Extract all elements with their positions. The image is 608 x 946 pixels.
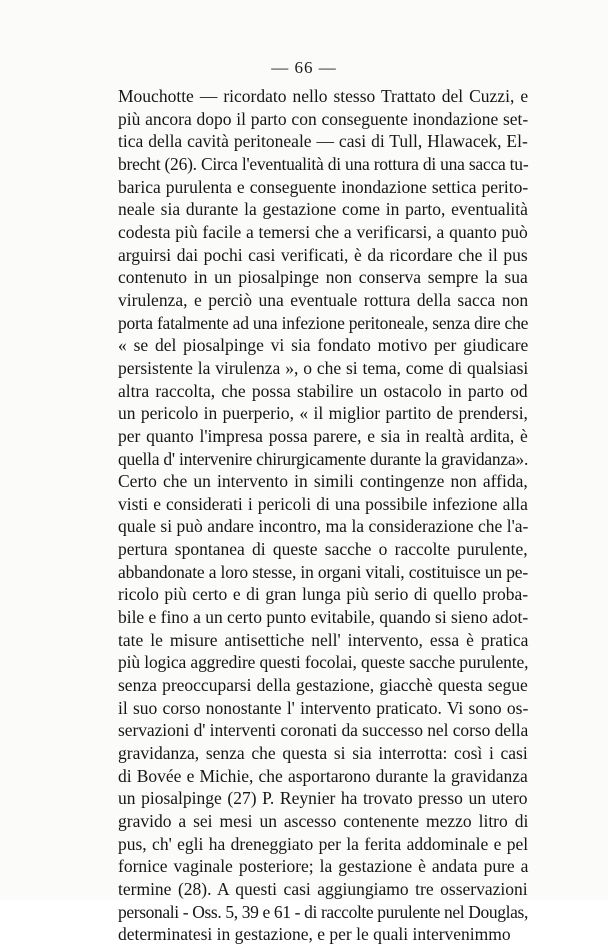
text-line: tate le misure antisettiche nell' intervento, essa è pratica bbox=[118, 629, 529, 650]
body-text bbox=[118, 85, 528, 946]
text-line: pertura spontanea di queste sacche o raccolte purulente, bbox=[118, 539, 528, 560]
text-line: « se del piosalpinge vi sia fondato motivo per giudicare bbox=[118, 335, 529, 356]
text-line: Mouchotte — ricordato nello stesso Trattato del Cuzzi, e bbox=[118, 86, 529, 106]
text-line: tica della cavità peritoneale — casi di Tull, Hlawacek, El- bbox=[118, 131, 528, 152]
text-line: barica purulenta e conseguente inondazione settica perito- bbox=[118, 176, 529, 197]
text-line: abbandonate a loro stesse, in organi vitali, costituisce un pe- bbox=[118, 561, 529, 582]
text-line: senza preoccuparsi della gestazione, giacchè questa segue bbox=[118, 675, 528, 696]
text-line: porta fatalmente ad una infezione peritoneale, senza dire che bbox=[118, 312, 529, 333]
text-line: altra raccolta, che possa stabilire un ostacolo in parto od bbox=[118, 380, 528, 401]
page-number: — 66 — bbox=[271, 58, 337, 77]
text-line: fornice vaginale posteriore; la gestazione è andata pure a bbox=[118, 856, 529, 877]
text-line: per quanto l'impresa possa parere, e sia in realtà ardita, è bbox=[118, 425, 528, 446]
text-line: determinatesi in gestazione, e per le quali intervenimmo bbox=[118, 924, 511, 945]
text-line: bile e fino a un certo punto evitabile, quando si sieno adot- bbox=[118, 607, 529, 628]
text-line: quale si può andare incontro, ma la considerazione che l'a- bbox=[118, 516, 529, 537]
text-line: un pericolo in puerperio, « il miglior partito de prendersi, bbox=[118, 403, 528, 424]
text-line: il suo corso nonostante l' intervento praticato. Vi sono os- bbox=[118, 697, 529, 718]
text-line: contenuto in un piosalpinge non conserva sempre la sua bbox=[118, 267, 528, 288]
text-line: gravido a sei mesi un ascesso contenente mezzo litro di bbox=[118, 811, 529, 831]
text-line: brecht (26). Circa l'eventualità di una rottura di una sacca tu- bbox=[118, 153, 529, 174]
text-line: persistente la virulenza », o che si tema, come di qualsiasi bbox=[118, 357, 529, 378]
text-line: codesta più facile a temersi che a verificarsi, a quanto può bbox=[118, 221, 528, 242]
text-line: di Bovée e Michie, che asportarono durante la gravidanza bbox=[118, 765, 528, 786]
text-line: virulenza, e perciò una eventuale rottura della sacca non bbox=[118, 289, 529, 310]
text-line: più logica aggredire questi focolai, queste sacche purulente, bbox=[118, 652, 529, 673]
text-line: servazioni d' interventi coronati da successo nel corso della bbox=[118, 720, 529, 741]
text-line: un piosalpinge (27) P. Reynier ha trovato presso un utero bbox=[118, 788, 528, 809]
text-line: pus, ch' egli ha dreneggiato per la ferita addominale e pel bbox=[118, 833, 529, 854]
text-line: quella d' intervenire chirurgicamente durante la gravidanza». bbox=[118, 448, 529, 469]
text-line: neale sia durante la gestazione come in parto, eventualità bbox=[118, 199, 528, 220]
text-line: visti e considerati i pericoli di una possibile infezione alla bbox=[118, 493, 528, 514]
text-line: gravidanza, senza che questa si sia interrotta: così i casi bbox=[118, 743, 528, 764]
text-line: termine (28). A questi casi aggiungiamo tre osservazioni bbox=[118, 878, 528, 899]
text-line: ricolo più certo e di gran lunga più serio di quello proba- bbox=[118, 584, 529, 605]
text-line: Certo che un intervento in simili contingenze non affida, bbox=[118, 471, 528, 492]
text-line: personali - Oss. 5, 39 e 61 - di raccolte purulente nel Douglas, bbox=[118, 901, 528, 922]
text-line: arguirsi dai pochi casi verificati, è da ricordare che il pus bbox=[118, 244, 528, 265]
text-line: più ancora dopo il parto con conseguente inondazione set- bbox=[118, 108, 529, 129]
